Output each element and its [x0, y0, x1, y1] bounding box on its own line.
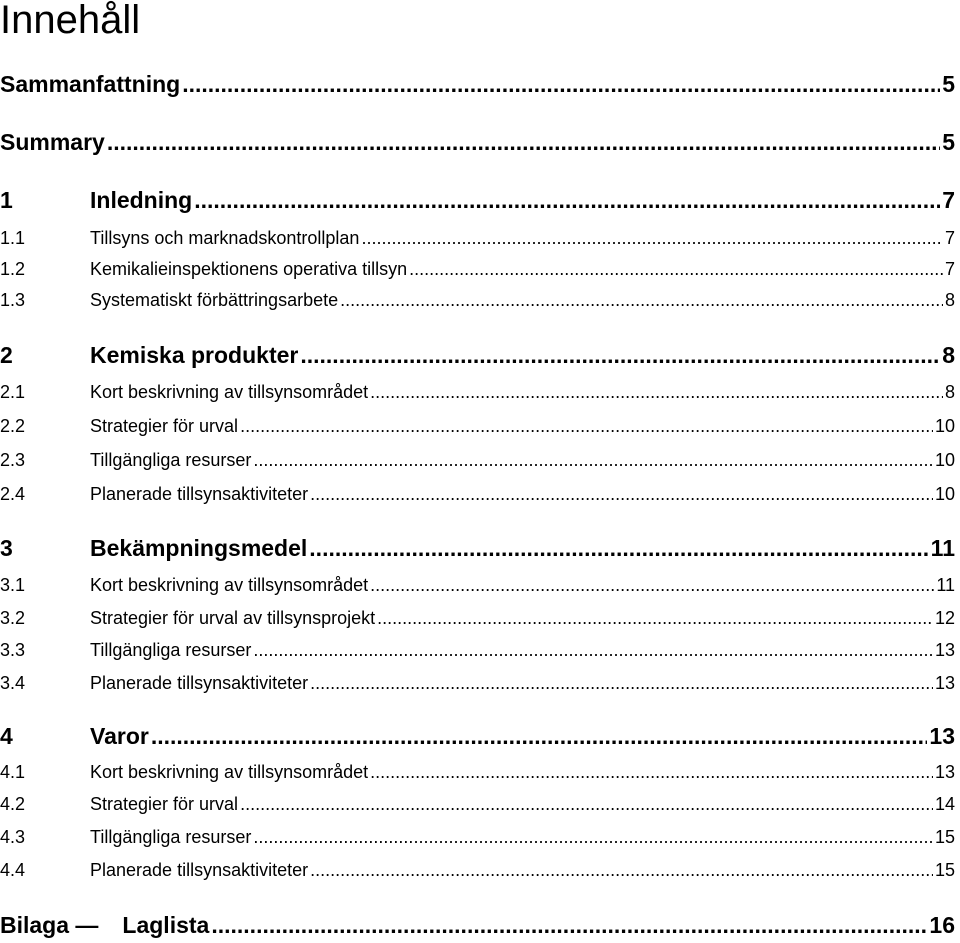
toc-entry-section-3-3[interactable]: [0, 638, 955, 662]
toc-dot-leader: [361, 226, 943, 250]
toc-entry-section-1-3[interactable]: [0, 288, 955, 312]
toc-dot-leader: [211, 911, 927, 939]
toc-entry-page: 13: [934, 762, 955, 782]
toc-entry-number: 3.4: [0, 673, 26, 693]
toc-entry-summary[interactable]: [0, 128, 955, 156]
toc-entry-label: Systematiskt förbättringsarbete: [90, 290, 339, 310]
toc-entry-number: 2.2: [0, 416, 26, 436]
toc-entry-label: Inledning: [90, 187, 193, 213]
toc-entry-page: 15: [934, 827, 955, 847]
toc-entry-label: Laglista: [122, 912, 210, 938]
toc-entry-number: 3.1: [0, 575, 26, 595]
toc-entry-section-4[interactable]: [0, 722, 955, 750]
toc-entry-label: Planerade tillsynsaktiviteter: [90, 673, 309, 693]
toc-entry-label: Kemikalieinspektionens operativa tillsyn: [90, 259, 408, 279]
toc-entry-label: Strategier för urval av tillsynsprojekt: [90, 608, 376, 628]
toc-entry-page: 13: [934, 673, 955, 693]
toc-dot-leader: [107, 128, 940, 156]
toc-dot-leader: [377, 606, 933, 630]
toc-entry-page: 11: [930, 535, 955, 561]
toc-entry-section-3-2[interactable]: [0, 606, 955, 630]
toc-entry-number: 4.4: [0, 860, 26, 880]
toc-title: Innehåll: [0, 0, 141, 42]
toc-entry-label: Bekämpningsmedel: [90, 535, 308, 561]
toc-entry-page: 10: [934, 416, 955, 436]
toc-entry-section-2-4[interactable]: [0, 482, 955, 506]
toc-entry-page: 8: [944, 290, 955, 310]
toc-dot-leader: [310, 858, 933, 882]
toc-entry-number: 4.3: [0, 827, 26, 847]
toc-entry-label: Tillgängliga resurser: [90, 450, 252, 470]
toc-dot-leader: [151, 722, 928, 750]
toc-entry-page: 7: [942, 187, 955, 213]
toc-entry-section-3-4[interactable]: [0, 671, 955, 695]
toc-entry-section-4-2[interactable]: [0, 792, 955, 816]
toc-dot-leader: [370, 573, 934, 597]
toc-entry-page: 10: [934, 484, 955, 504]
toc-dot-leader: [253, 825, 933, 849]
toc-entry-label: Sammanfattning: [0, 71, 181, 97]
toc-entry-section-2[interactable]: [0, 341, 955, 369]
toc-entry-number: 2: [0, 342, 13, 368]
toc-entry-number: 2.3: [0, 450, 26, 470]
toc-entry-section-1-2[interactable]: [0, 257, 955, 281]
toc-entry-page: 16: [929, 912, 955, 938]
toc-entry-label: Kort beskrivning av tillsynsområdet: [90, 762, 369, 782]
toc-entry-section-3[interactable]: [0, 534, 955, 562]
toc-dot-leader: [194, 186, 940, 214]
toc-entry-label: Tillgängliga resurser: [90, 640, 252, 660]
toc-entry-label: Summary: [0, 129, 105, 155]
toc-dot-leader: [309, 534, 928, 562]
toc-dot-leader: [240, 792, 933, 816]
toc-entry-page: 14: [934, 794, 955, 814]
toc-entry-page: 8: [942, 342, 955, 368]
toc-entry-sammanfattning[interactable]: [0, 70, 955, 98]
toc-entry-number: 3.2: [0, 608, 26, 628]
toc-entry-number: 3.3: [0, 640, 26, 660]
toc-entry-label: Kort beskrivning av tillsynsområdet: [90, 575, 369, 595]
toc-dot-leader: [310, 482, 933, 506]
toc-dot-leader: [253, 638, 933, 662]
toc-entry-section-3-1[interactable]: [0, 573, 955, 597]
toc-dot-leader: [340, 288, 943, 312]
toc-entry-section-4-4[interactable]: [0, 858, 955, 882]
toc-entry-number: 2.1: [0, 382, 26, 402]
toc-entry-label: Tillgängliga resurser: [90, 827, 252, 847]
toc-dot-leader: [240, 414, 933, 438]
toc-dot-leader: [409, 257, 943, 281]
toc-entry-section-1-1[interactable]: [0, 226, 955, 250]
toc-entry-label: Planerade tillsynsaktiviteter: [90, 860, 309, 880]
toc-entry-section-4-3[interactable]: [0, 825, 955, 849]
toc-entry-number: 1.2: [0, 259, 26, 279]
toc-entry-label: Varor: [90, 723, 149, 749]
toc-dot-leader: [370, 380, 943, 404]
toc-entry-number: 2.4: [0, 484, 26, 504]
toc-entry-label: Strategier för urval: [90, 794, 239, 814]
toc-entry-page: 13: [934, 640, 955, 660]
toc-entry-page: 8: [944, 382, 955, 402]
toc-entry-page: 5: [942, 71, 955, 97]
toc-entry-page: 12: [934, 608, 955, 628]
toc-entry-number: 1.1: [0, 228, 26, 248]
toc-entry-page: 7: [944, 259, 955, 279]
toc-entry-number: 1.3: [0, 290, 26, 310]
toc-entry-section-2-1[interactable]: [0, 380, 955, 404]
toc-entry-label: Strategier för urval: [90, 416, 239, 436]
toc-entry-page: 11: [936, 575, 955, 595]
toc-entry-number: 4.1: [0, 762, 26, 782]
toc-entry-label: Planerade tillsynsaktiviteter: [90, 484, 309, 504]
toc-entry-section-4-1[interactable]: [0, 760, 955, 784]
toc-dot-leader: [253, 448, 933, 472]
toc-entry-page: 15: [934, 860, 955, 880]
toc-dot-leader: [182, 70, 940, 98]
toc-entry-page: 7: [944, 228, 955, 248]
toc-entry-number: 4: [0, 723, 13, 749]
toc-entry-section-1[interactable]: [0, 186, 955, 214]
toc-entry-page: 5: [942, 129, 955, 155]
toc-entry-page: 13: [929, 723, 955, 749]
toc-entry-section-2-2[interactable]: [0, 414, 955, 438]
toc-entry-number: Bilaga —: [0, 912, 99, 938]
toc-entry-appendix[interactable]: [0, 911, 955, 939]
toc-entry-section-2-3[interactable]: [0, 448, 955, 472]
toc-entry-page: 10: [934, 450, 955, 470]
toc-entry-label: Kemiska produkter: [90, 342, 299, 368]
toc-entry-number: 1: [0, 187, 13, 213]
toc-entry-number: 3: [0, 535, 13, 561]
toc-entry-label: Kort beskrivning av tillsynsområdet: [90, 382, 369, 402]
toc-dot-leader: [370, 760, 933, 784]
toc-entry-number: 4.2: [0, 794, 26, 814]
toc-dot-leader: [300, 341, 940, 369]
toc-dot-leader: [310, 671, 933, 695]
toc-entry-label: Tillsyns och marknadskontrollplan: [90, 228, 360, 248]
